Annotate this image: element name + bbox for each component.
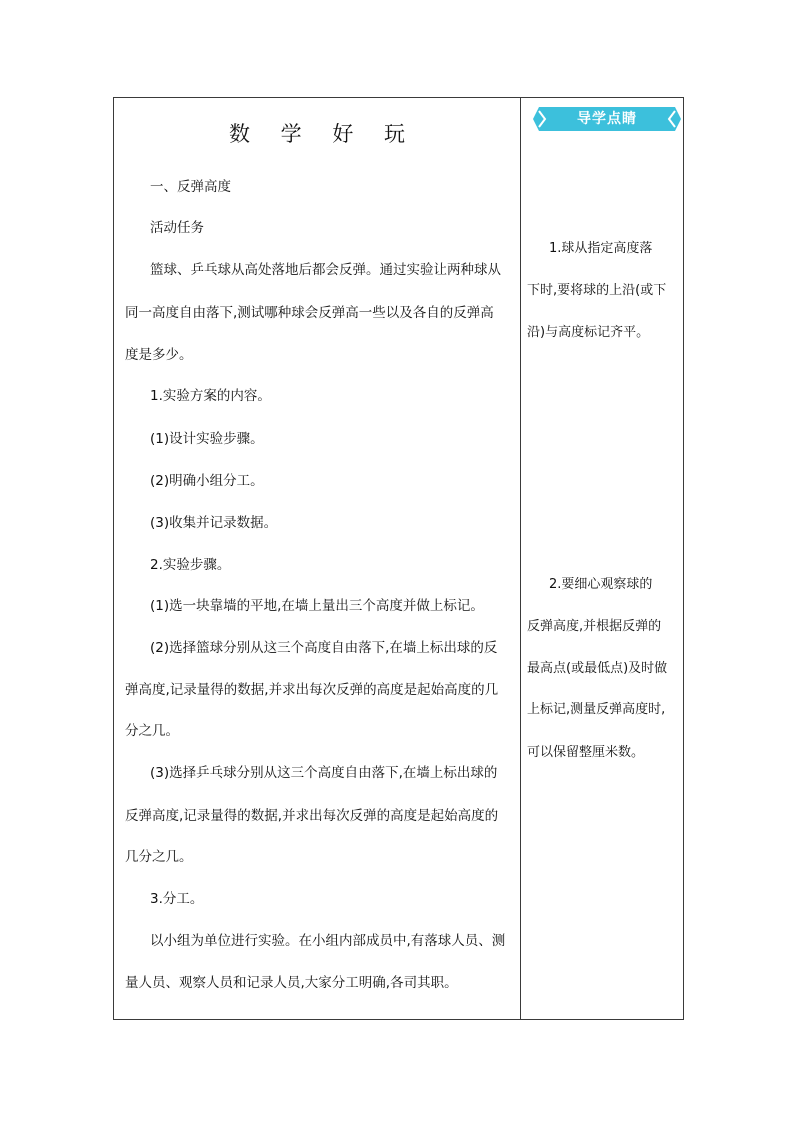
steps-heading: 2.实验步骤。 [150, 557, 231, 573]
step-1: (1)选一块靠墙的平地,在墙上量出三个高度并做上标记。 [150, 598, 484, 614]
page-title: 数 学 好 玩 [228, 122, 418, 146]
tip-2-line: 反弹高度,并根据反弹的 [527, 619, 662, 634]
step-2-line-3: 分之几。 [125, 723, 179, 739]
division-heading: 3.分工。 [150, 891, 204, 907]
sidebar-column [521, 98, 683, 1019]
tip-1-line: 沿)与高度标记齐平。 [527, 325, 650, 340]
main-column [114, 98, 520, 1019]
plan-heading: 1.实验方案的内容。 [150, 388, 271, 404]
tip-1-line: 1.球从指定高度落 [549, 241, 653, 256]
division-line-2: 量人员、观察人员和记录人员,大家分工明确,各司其职。 [125, 975, 458, 991]
tip-2-line: 可以保留整厘米数。 [527, 745, 645, 760]
division-line-1: 以小组为单位进行实验。在小组内部成员中,有落球人员、测 [150, 933, 506, 949]
tip-2-line: 最高点(或最低点)及时做 [527, 661, 668, 676]
step-3-line-2: 反弹高度,记录量得的数据,并求出每次反弹的高度是起始高度的 [125, 808, 499, 824]
tip-1-line: 下时,要将球的上沿(或下 [527, 283, 667, 298]
activity-heading: 活动任务 [150, 220, 204, 236]
plan-item: (3)收集并记录数据。 [150, 515, 278, 531]
step-2-line-2: 弹高度,记录量得的数据,并求出每次反弹的高度是起始高度的几 [125, 682, 499, 698]
tip-2-line: 上标记,测量反弹高度时, [527, 702, 666, 717]
guide-banner [533, 107, 681, 131]
worksheet-table [113, 97, 684, 1020]
step-2-line-1: (2)选择篮球分别从这三个高度自由落下,在墙上标出球的反 [150, 640, 498, 656]
intro-line-2: 同一高度自由落下,测试哪种球会反弹高一些以及各自的反弹高 [125, 305, 494, 321]
intro-line-1: 篮球、乒乓球从高处落地后都会反弹。通过实验让两种球从 [150, 262, 501, 278]
plan-item: (2)明确小组分工。 [150, 473, 264, 489]
banner-label: 导学点睛 [577, 111, 637, 127]
intro-line-3: 度是多少。 [125, 347, 193, 363]
step-3-line-3: 几分之几。 [125, 849, 193, 865]
plan-item: (1)设计实验步骤。 [150, 431, 264, 447]
step-3-line-1: (3)选择乒乓球分别从这三个高度自由落下,在墙上标出球的 [150, 765, 498, 781]
tip-2-line: 2.要细心观察球的 [549, 577, 653, 592]
section-heading: 一、反弹高度 [150, 179, 231, 195]
